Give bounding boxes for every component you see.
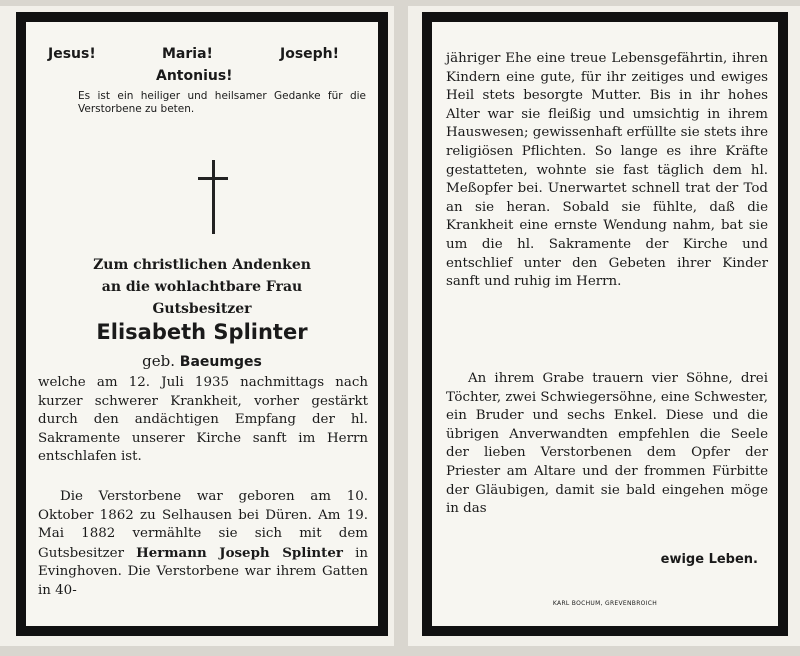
right-mourning-border (422, 12, 788, 636)
right-card-content (432, 22, 778, 626)
prayer-text: Es ist ein heiliger und heilsamer Gedanke für die Verstorbene zu beten. (78, 90, 366, 115)
heading-line-1: Zum christlichen Andenken (93, 257, 311, 273)
left-card-content (26, 22, 378, 626)
death-paragraph: welche am 12. Juli 1935 nachmittags nach kurzer schwerer Krankheit, vorher gestärkt durch den andächtigen Empfang der hl. Sakramente unserer Kirche sanft im Herrn entschlafen ist. (38, 375, 368, 465)
maiden-name-line (26, 352, 378, 370)
left-card-page (0, 6, 394, 646)
husband-name: Hermann Joseph Splinter (136, 544, 343, 561)
biography-text-a: Die Verstorbene war geboren am 10. Oktober 1862 zu Selhausen bei Düren. Am 19. Mai 1882 vermählte sie sich mit dem Gutsbesitzer (38, 489, 368, 561)
biography-text-b: in Evinghoven. Die Verstorbene war ihrem Gatten in 40- (38, 545, 368, 598)
cross-icon (198, 160, 228, 234)
left-mourning-border (16, 12, 388, 636)
heading-line-3: Gutsbesitzer (152, 301, 252, 317)
memorial-heading (26, 254, 378, 320)
maiden-prefix: geb. (142, 352, 176, 370)
biography-paragraph (38, 488, 368, 601)
invocation-maria: Maria! (162, 46, 213, 62)
printer-imprint: KARL BOCHUM, GREVENBROICH (552, 600, 658, 607)
life-paragraph: jähriger Ehe eine treue Lebensgefährtin, ihren Kindern eine gute, für ihr zeitiges und ewiges Heil stets besorgte Mutter. Bis in ihr hohes Alter war sie fleißig und umsichtig in ihrem Hauswesen; gewissenhaft erfüllte sie stets ihre religiösen Pflichten. So lange es ihre Kräfte gestatteten, wohnte sie fast täglich dem hl. Meßopfer bei. Unerwartet schnell trat der Tod an sie heran. Sobald sie fühlte, daß die Krankheit eine ernste Wendung nahm, bat sie um die hl. Sakramente der Kirche und entschlief unter den Gebeten ihrer Kinder sanft und ruhig im Herrn. (446, 51, 768, 290)
maiden-name: Baeumges (179, 354, 262, 370)
mourners-paragraph: An ihrem Grabe trauern vier Söhne, drei Töchter, zwei Schwiegersöhne, eine Schwester, ein Bruder und sechs Enkel. Diese und die übrigen Anverwandten empfehlen die Seele der lieben Verstorbenen dem Opfer der Priester am Altare und der frommen Fürbitte der Gläubigen, damit sie bald eingehen möge in das (446, 371, 768, 517)
invocation-antonius: Antonius! (156, 68, 233, 84)
deceased-name: Elisabeth Splinter (96, 320, 308, 344)
invocation-names (26, 46, 378, 84)
invocation-jesus: Jesus! (48, 46, 96, 62)
heading-line-2: an die wohlachtbare Frau (101, 279, 303, 295)
right-card-page (408, 6, 800, 646)
invocation-joseph: Joseph! (280, 46, 340, 62)
closing-words: ewige Leben. (660, 552, 758, 567)
